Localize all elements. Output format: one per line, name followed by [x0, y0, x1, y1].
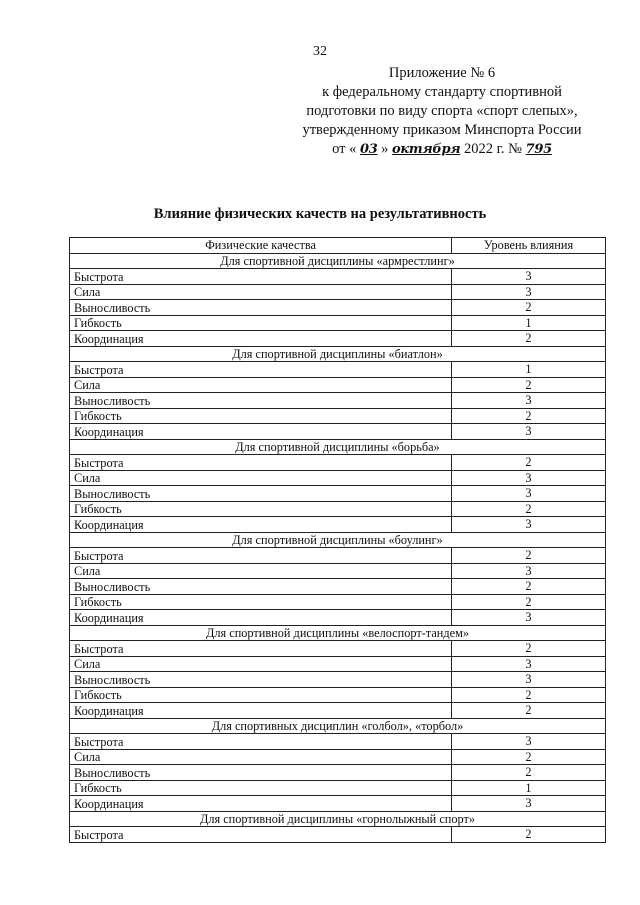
quality-cell: Гибкость — [70, 687, 452, 703]
influence-cell: 2 — [452, 579, 606, 595]
quality-cell: Быстрота — [70, 455, 452, 471]
quality-cell: Гибкость — [70, 501, 452, 517]
influence-cell: 2 — [452, 827, 606, 843]
table-row — [70, 579, 606, 595]
discipline-label: Для спортивной дисциплины «армрестлинг» — [70, 253, 606, 269]
header-physical-qualities: Физические качества — [70, 238, 452, 254]
influence-cell: 2 — [452, 594, 606, 610]
discipline-row — [70, 253, 606, 269]
quality-cell: Выносливость — [70, 486, 452, 502]
discipline-row — [70, 346, 606, 362]
influence-cell: 2 — [452, 687, 606, 703]
influence-cell: 2 — [452, 377, 606, 393]
influence-cell: 3 — [452, 393, 606, 409]
order-number-handwritten: 795 — [525, 142, 552, 157]
quality-cell: Сила — [70, 284, 452, 300]
influence-cell: 3 — [452, 563, 606, 579]
table-row — [70, 656, 606, 672]
influence-cell: 3 — [452, 517, 606, 533]
quality-cell: Сила — [70, 470, 452, 486]
influence-cell: 3 — [452, 610, 606, 626]
table-row — [70, 315, 606, 331]
table-row — [70, 780, 606, 796]
discipline-label: Для спортивной дисциплины «велоспорт-тандем» — [70, 625, 606, 641]
quality-cell: Быстрота — [70, 362, 452, 378]
table-row — [70, 362, 606, 378]
discipline-label: Для спортивной дисциплины «биатлон» — [70, 346, 606, 362]
table-header-row — [70, 238, 606, 254]
influence-cell: 3 — [452, 470, 606, 486]
quality-cell: Сила — [70, 656, 452, 672]
influence-cell: 2 — [452, 455, 606, 471]
quality-cell: Координация — [70, 424, 452, 440]
table-row — [70, 765, 606, 781]
quality-cell: Быстрота — [70, 734, 452, 750]
date-prefix: от « — [332, 141, 357, 157]
quality-cell: Выносливость — [70, 672, 452, 688]
quality-cell: Гибкость — [70, 408, 452, 424]
table-row — [70, 672, 606, 688]
influence-cell: 2 — [452, 641, 606, 657]
appendix-line-4: утвержденному приказом Минспорта России — [302, 122, 582, 138]
table-row — [70, 563, 606, 579]
table-row — [70, 827, 606, 843]
table-row — [70, 284, 606, 300]
table-row — [70, 408, 606, 424]
influence-cell: 3 — [452, 734, 606, 750]
appendix-date-line — [282, 140, 602, 159]
quality-cell: Гибкость — [70, 780, 452, 796]
influence-cell: 2 — [452, 300, 606, 316]
date-year: 2022 г. № — [463, 141, 522, 157]
discipline-label: Для спортивных дисциплин «голбол», «торбол» — [70, 718, 606, 734]
page-number: 32 — [313, 44, 327, 59]
table-row — [70, 594, 606, 610]
quality-cell: Гибкость — [70, 594, 452, 610]
discipline-label: Для спортивной дисциплины «горнолыжный спорт» — [70, 811, 606, 827]
influence-cell: 2 — [452, 501, 606, 517]
influence-cell: 2 — [452, 331, 606, 347]
influence-cell: 3 — [452, 796, 606, 812]
table-row — [70, 734, 606, 750]
table-row — [70, 517, 606, 533]
date-sep: » — [381, 141, 389, 157]
quality-cell: Сила — [70, 377, 452, 393]
quality-cell: Гибкость — [70, 315, 452, 331]
quality-cell: Координация — [70, 610, 452, 626]
quality-cell: Координация — [70, 331, 452, 347]
table-row — [70, 749, 606, 765]
influence-table — [69, 237, 606, 843]
influence-cell: 3 — [452, 269, 606, 285]
quality-cell: Координация — [70, 796, 452, 812]
quality-cell: Быстрота — [70, 269, 452, 285]
influence-cell: 3 — [452, 424, 606, 440]
table-row — [70, 687, 606, 703]
quality-cell: Быстрота — [70, 548, 452, 564]
quality-cell: Выносливость — [70, 300, 452, 316]
influence-cell: 1 — [452, 315, 606, 331]
date-month-handwritten: октября — [392, 142, 461, 157]
table-row — [70, 393, 606, 409]
document-title: Влияние физических качеств на результативность — [153, 206, 487, 222]
quality-cell: Быстрота — [70, 641, 452, 657]
influence-cell: 2 — [452, 548, 606, 564]
influence-cell: 3 — [452, 672, 606, 688]
table-row — [70, 269, 606, 285]
discipline-label: Для спортивной дисциплины «боулинг» — [70, 532, 606, 548]
quality-cell: Выносливость — [70, 579, 452, 595]
quality-cell: Сила — [70, 563, 452, 579]
table-row — [70, 501, 606, 517]
table-row — [70, 377, 606, 393]
discipline-row — [70, 718, 606, 734]
table-row — [70, 470, 606, 486]
appendix-line-1: Приложение № 6 — [388, 65, 496, 81]
quality-cell: Быстрота — [70, 827, 452, 843]
appendix-line-3: подготовки по виду спорта «спорт слепых», — [306, 103, 578, 119]
table-row — [70, 796, 606, 812]
discipline-row — [70, 532, 606, 548]
table-row — [70, 455, 606, 471]
discipline-row — [70, 625, 606, 641]
influence-cell: 1 — [452, 362, 606, 378]
discipline-label: Для спортивной дисциплины «борьба» — [70, 439, 606, 455]
appendix-header — [282, 64, 602, 159]
header-influence-level: Уровень влияния — [452, 238, 606, 254]
table-row — [70, 548, 606, 564]
influence-cell: 2 — [452, 703, 606, 719]
influence-cell: 2 — [452, 408, 606, 424]
table-row — [70, 300, 606, 316]
influence-cell: 2 — [452, 749, 606, 765]
table-row — [70, 703, 606, 719]
discipline-row — [70, 439, 606, 455]
table-row — [70, 641, 606, 657]
influence-cell: 3 — [452, 284, 606, 300]
influence-cell: 2 — [452, 765, 606, 781]
table-row — [70, 331, 606, 347]
quality-cell: Координация — [70, 517, 452, 533]
influence-cell: 3 — [452, 656, 606, 672]
appendix-line-2: к федеральному стандарту спортивной — [322, 84, 562, 100]
quality-cell: Сила — [70, 749, 452, 765]
table-body — [70, 253, 606, 842]
influence-cell: 1 — [452, 780, 606, 796]
influence-cell: 3 — [452, 486, 606, 502]
quality-cell: Выносливость — [70, 393, 452, 409]
table-row — [70, 486, 606, 502]
discipline-row — [70, 811, 606, 827]
table-row — [70, 424, 606, 440]
date-day-handwritten: 03 — [360, 142, 378, 157]
table-row — [70, 610, 606, 626]
quality-cell: Выносливость — [70, 765, 452, 781]
quality-cell: Координация — [70, 703, 452, 719]
